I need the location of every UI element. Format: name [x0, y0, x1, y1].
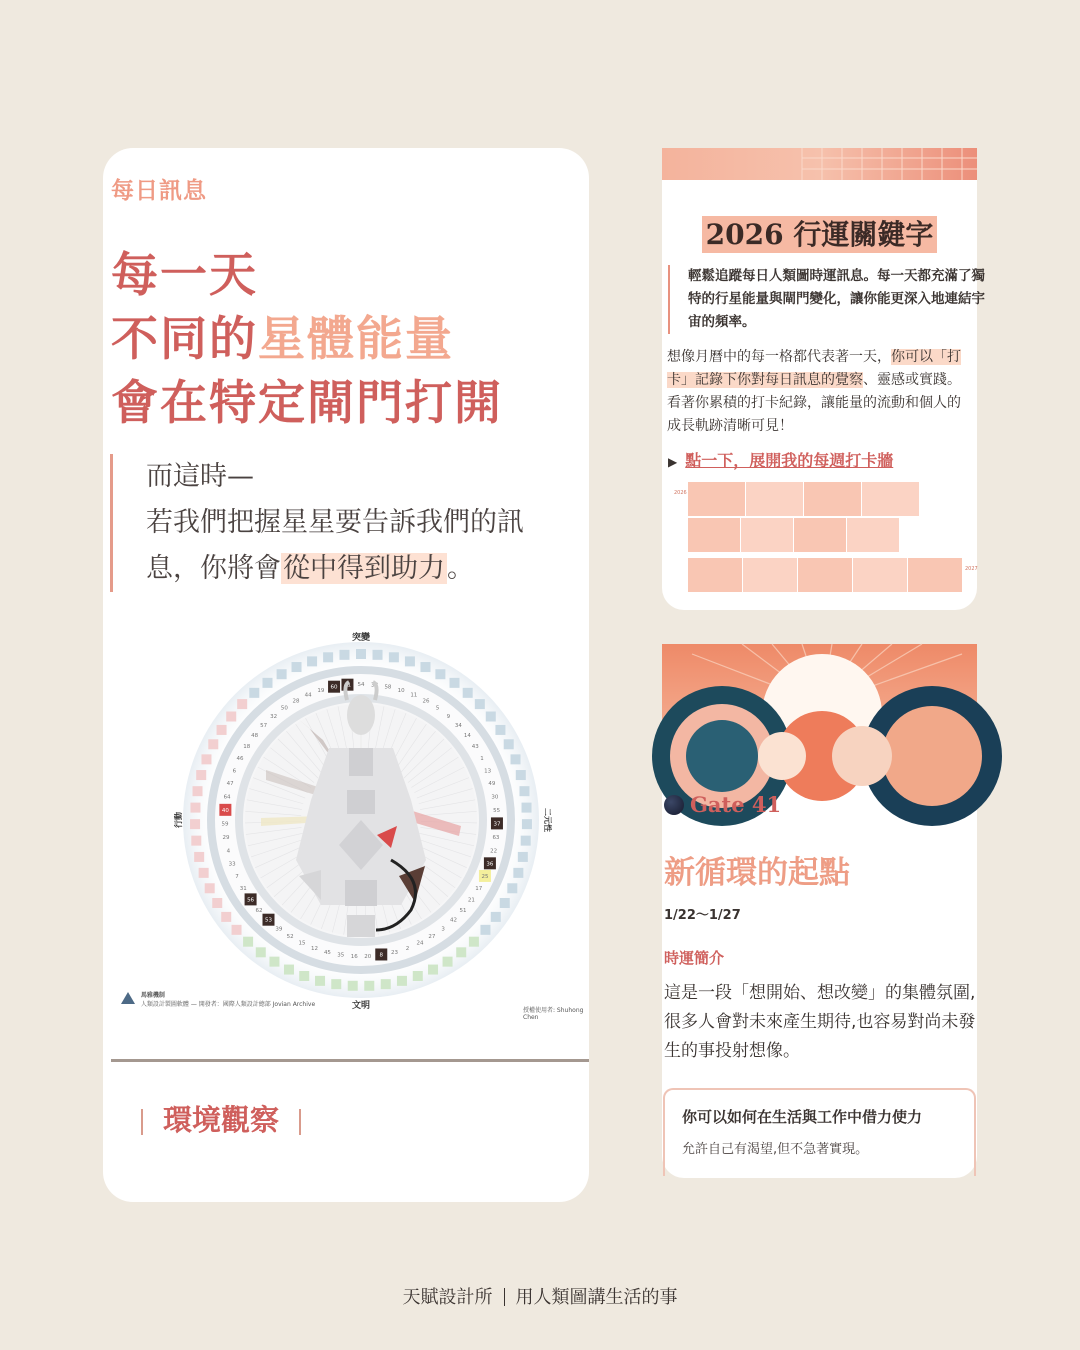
hexagram-glyph [331, 979, 341, 989]
head-center [347, 695, 375, 735]
axis-label-right: 二元性 [543, 808, 552, 832]
hexagram-glyph [193, 786, 203, 796]
hexagram-glyph [486, 712, 496, 722]
gate-number-label: 21 [467, 897, 475, 904]
gate-number-label: 17 [475, 886, 483, 892]
calendar-row [688, 482, 919, 516]
gate-number-label: 4 [226, 848, 231, 855]
hexagram-glyph [456, 947, 466, 957]
moon-icon [664, 795, 684, 815]
hexagram-glyph [480, 925, 490, 935]
hexagram-glyph [519, 786, 529, 796]
logo-icon [121, 992, 135, 1004]
gate-number-label: 11 [410, 692, 418, 699]
gate-number-label: 26 [422, 698, 430, 705]
hexagram-glyph [315, 976, 325, 986]
hexagram-glyph [323, 652, 333, 662]
hexagram-glyph [221, 912, 231, 922]
credit-line: 人類設計製圖軟體 — 開發者：國際人類設計總部 Jovian Archive [140, 1001, 316, 1008]
gate-number-label: 56 [247, 897, 255, 904]
hexagram-glyph [277, 669, 287, 679]
axis-label-bottom: 文明 [351, 1001, 371, 1011]
calendar-week-block [804, 482, 861, 516]
gate-number-label: 5 [435, 705, 440, 712]
human-design-wheel-chart [171, 630, 551, 1010]
gate-number-label: 54 [357, 682, 365, 688]
gate-number-label: 51 [459, 907, 467, 914]
hexagram-glyph [397, 976, 407, 986]
divider [111, 1059, 589, 1062]
keyword-intro: 輕鬆追蹤每日人類圖時運訊息。每一天都充滿了獨特的行星能量與閘門變化，讓你能更深入地連結宇宙的頻率。 [668, 265, 988, 334]
quote-end: 。 [447, 553, 474, 584]
gate-label [664, 792, 781, 817]
hexagram-glyph [522, 819, 532, 829]
headline-line-3: 會在特定閘門打開 [111, 376, 503, 431]
cloud [686, 720, 758, 792]
gate-number-label: 59 [221, 821, 229, 828]
hexagram-glyph [205, 883, 215, 893]
calendar-week-block [847, 518, 899, 552]
hexagram-glyph [199, 868, 209, 878]
hexagram-glyph [522, 803, 532, 813]
gate-title: 新循環的起點 [664, 855, 850, 891]
gate-number-label: 24 [416, 940, 424, 947]
gate-number-label: 37 [493, 821, 501, 828]
hexagram-glyph [217, 725, 227, 735]
hexagram-glyph [428, 965, 438, 975]
headline-line-1: 每一天 [111, 248, 258, 303]
calendar-week-block [746, 482, 803, 516]
gate-number-label: 53 [264, 917, 272, 924]
gate-number-label: 3 [441, 926, 445, 933]
footer-brand: 天賦設計所 [402, 1287, 493, 1308]
chart-credit [121, 990, 315, 1008]
gate-number: Gate 41 [690, 792, 782, 817]
gate-number-label: 41 [343, 682, 351, 689]
gate-number-label: 39 [275, 926, 283, 933]
hexagram-glyph [201, 754, 211, 764]
gate-number-label: 58 [384, 684, 392, 691]
gate-number-label: 14 [463, 733, 471, 740]
quote-block [110, 454, 601, 592]
footer [0, 1283, 1080, 1309]
calendar-week-block [794, 518, 846, 552]
gate-number-label: 46 [236, 755, 244, 762]
gate-number-label: 55 [493, 807, 501, 814]
hexagram-glyph [518, 852, 528, 862]
credit-right: 授權使用者: Shuhong Chen [523, 1007, 584, 1021]
hexagram-glyph [348, 981, 358, 991]
gate-number-label: 60 [330, 684, 338, 691]
quote-highlight: 從中得到助力 [283, 553, 445, 584]
gate-number-label: 2 [405, 945, 410, 952]
hexagram-glyph [504, 739, 514, 749]
gate-number-label: 57 [260, 723, 268, 730]
hexagram-glyph [413, 971, 423, 981]
hexagram-glyph [443, 957, 453, 967]
calendar-row [688, 518, 899, 552]
calendar-week-block [862, 482, 919, 516]
gate-number-label: 22 [490, 848, 498, 855]
quote-line-3 [146, 546, 601, 592]
hexagram-glyph [420, 662, 430, 672]
environment-heading [121, 1098, 321, 1139]
gate-number-label: 25 [481, 873, 489, 880]
title-bar-right [299, 1109, 301, 1135]
gate-number-label: 48 [251, 733, 259, 740]
hexagram-glyph [450, 678, 460, 688]
gate-number-label: 9 [446, 713, 451, 720]
hexagram-glyph [249, 688, 259, 698]
calendar-week-block [853, 558, 907, 592]
gate-number-label: 40 [221, 807, 229, 814]
cloud [882, 706, 982, 806]
axis-label-left: 行動 [174, 812, 183, 828]
gate-number-label: 12 [310, 945, 318, 952]
hexagram-glyph [469, 937, 479, 947]
body-text-end: 、靈感或實踐。看著你累積的打卡紀錄，讓能量的流動和個人的成長軌跡清晰可見！ [667, 372, 961, 434]
headline-text: 不同的 [111, 312, 258, 367]
gate-number-label: 20 [364, 953, 372, 960]
ajna-center [349, 748, 373, 776]
hexagram-glyph [463, 688, 473, 698]
gate-number-label: 1 [480, 755, 484, 762]
hexagram-glyph [405, 656, 415, 666]
calendar-week-block [688, 558, 742, 592]
keyword-body [667, 346, 967, 438]
hexagram-glyph [389, 652, 399, 662]
headline-highlight: 星體能量 [258, 312, 454, 367]
cloud [758, 732, 806, 780]
quote-text: 息，你將會 [146, 553, 281, 584]
play-arrow-icon: ▶ [668, 455, 678, 469]
gate-number-label: 64 [223, 794, 231, 801]
title-bar-left [141, 1109, 143, 1135]
summary-text: 這是一段「想開始、想改變」的集體氛圍,很多人會對未來產生期待,也容易對尚未發生的事投射想像。 [664, 983, 976, 1061]
gate-number-label: 30 [491, 794, 499, 801]
gate-number-label: 8 [379, 952, 384, 959]
gate-card [662, 644, 977, 1178]
checkin-calendar-preview[interactable] [668, 480, 978, 598]
hexagram-glyph [208, 739, 218, 749]
hexagram-glyph [356, 649, 366, 659]
weekly-checkin-link-text[interactable]: 點一下，展開我的每週打卡牆 [685, 451, 894, 470]
credit-brand: 馬雅機制 [140, 992, 165, 999]
footer-slogan: 用人類圖講生活的事 [515, 1287, 678, 1308]
date-range: 1/22～1/27 [664, 908, 741, 923]
hexagram-glyph [232, 925, 242, 935]
calendar-year-start: 2026 [674, 490, 687, 496]
tip-heading: 你可以如何在生活與工作中借力使力 [682, 1108, 923, 1126]
calendar-week-block [741, 518, 793, 552]
hexagram-glyph [339, 650, 349, 660]
gate-number-label: 13 [484, 768, 492, 775]
tip-box [663, 1088, 976, 1176]
banner-graphic [662, 148, 977, 180]
summary-heading: 時運簡介 [664, 949, 725, 967]
root-center [347, 915, 375, 937]
calendar-week-block [688, 518, 740, 552]
gate-number-label: 29 [222, 834, 230, 841]
hexagram-glyph [307, 656, 317, 666]
headline-line-2 [111, 308, 503, 372]
gate-number-label: 36 [486, 861, 494, 868]
hexagram-glyph [190, 803, 200, 813]
hexagram-glyph [500, 898, 510, 908]
sacral-center [345, 880, 377, 906]
keyword-title-text: 2026 行運關鍵字 [702, 216, 938, 253]
hexagram-glyph [507, 883, 517, 893]
gate-number-label: 43 [471, 744, 479, 751]
gate-number-label: 19 [317, 688, 325, 695]
keyword-title [662, 213, 977, 253]
body-text: 想像月曆中的每一格都代表著一天， [667, 349, 891, 365]
calendar-week-block [908, 558, 962, 592]
hexagram-glyph [381, 979, 391, 989]
hexagram-glyph [256, 947, 266, 957]
gate-number-label: 6 [232, 768, 237, 775]
hexagram-glyph [292, 662, 302, 672]
gate-number-label: 49 [488, 781, 496, 788]
calendar-row [688, 558, 962, 592]
hexagram-glyph [513, 868, 523, 878]
weekly-checkin-link[interactable] [668, 448, 893, 471]
hexagram-glyph [191, 836, 201, 846]
gate-number-label: 50 [280, 705, 288, 712]
hexagram-glyph [190, 819, 200, 829]
hexagram-glyph [495, 725, 505, 735]
gate-number-label: 10 [397, 688, 405, 695]
gate-number-label: 38 [371, 682, 379, 689]
gate-number-label: 34 [454, 723, 462, 730]
calendar-week-block [798, 558, 852, 592]
gate-number-label: 47 [226, 781, 234, 788]
gate-number-label: 35 [337, 952, 345, 959]
environment-heading-text: 環境觀察 [163, 1103, 280, 1137]
gate-number-label: 27 [428, 934, 436, 941]
hexagram-glyph [269, 957, 279, 967]
quote-line-1: 而這時— [146, 461, 254, 492]
daily-message-card [103, 148, 589, 1202]
hexagram-glyph [226, 712, 236, 722]
footer-separator [504, 1288, 505, 1306]
banner-fill [662, 148, 977, 180]
hexagram-glyph [284, 965, 294, 975]
gate-number-label: 18 [243, 744, 251, 751]
gate-number-label: 52 [286, 934, 294, 941]
section-tag: 每日訊息 [111, 178, 207, 204]
hexagram-glyph [243, 937, 253, 947]
hexagram-glyph [511, 754, 521, 764]
gate-number-label: 28 [292, 698, 300, 705]
hexagram-glyph [196, 770, 206, 780]
keyword-card[interactable] [662, 148, 985, 610]
calendar-week-block [688, 482, 745, 516]
gate-number-label: 16 [350, 953, 358, 960]
hexagram-glyph [299, 971, 309, 981]
hexagram-glyph [364, 981, 374, 991]
hexagram-glyph [435, 669, 445, 679]
axis-label-top: 突變 [351, 633, 371, 643]
throat-center [347, 790, 375, 814]
sunrise-illustration [662, 644, 977, 756]
hexagram-glyph [516, 770, 526, 780]
hexagram-glyph [373, 650, 383, 660]
quote-line-2: 若我們把握星星要告訴我們的訊 [146, 507, 524, 538]
gate-number-label: 7 [235, 873, 239, 880]
hexagram-glyph [212, 898, 222, 908]
calendar-week-block [743, 558, 797, 592]
hexagram-glyph [237, 699, 247, 709]
gate-number-label: 45 [323, 949, 331, 956]
gate-number-label: 23 [391, 949, 399, 956]
tip-body: 允許自己有渴望,但不急著實現。 [682, 1142, 869, 1157]
calendar-year-end: 2027 [965, 566, 978, 572]
hexagram-glyph [262, 678, 272, 688]
gate-number-label: 63 [492, 834, 500, 841]
gate-number-label: 62 [255, 907, 263, 914]
gate-number-label: 15 [298, 940, 306, 947]
gate-number-label: 44 [304, 692, 312, 699]
hexagram-glyph [194, 852, 204, 862]
hexagram-glyph [491, 912, 501, 922]
cloud [832, 726, 892, 786]
body-highlight: 你可以「打卡」記錄下你對每日訊息的覺察 [667, 349, 961, 388]
hexagram-glyph [475, 699, 485, 709]
gate-number-label: 33 [228, 861, 236, 868]
gate-number-label: 42 [450, 917, 458, 924]
gate-number-label: 31 [239, 886, 247, 892]
gate-number-label: 32 [270, 713, 278, 720]
hexagram-glyph [521, 836, 531, 846]
headline [111, 244, 503, 436]
